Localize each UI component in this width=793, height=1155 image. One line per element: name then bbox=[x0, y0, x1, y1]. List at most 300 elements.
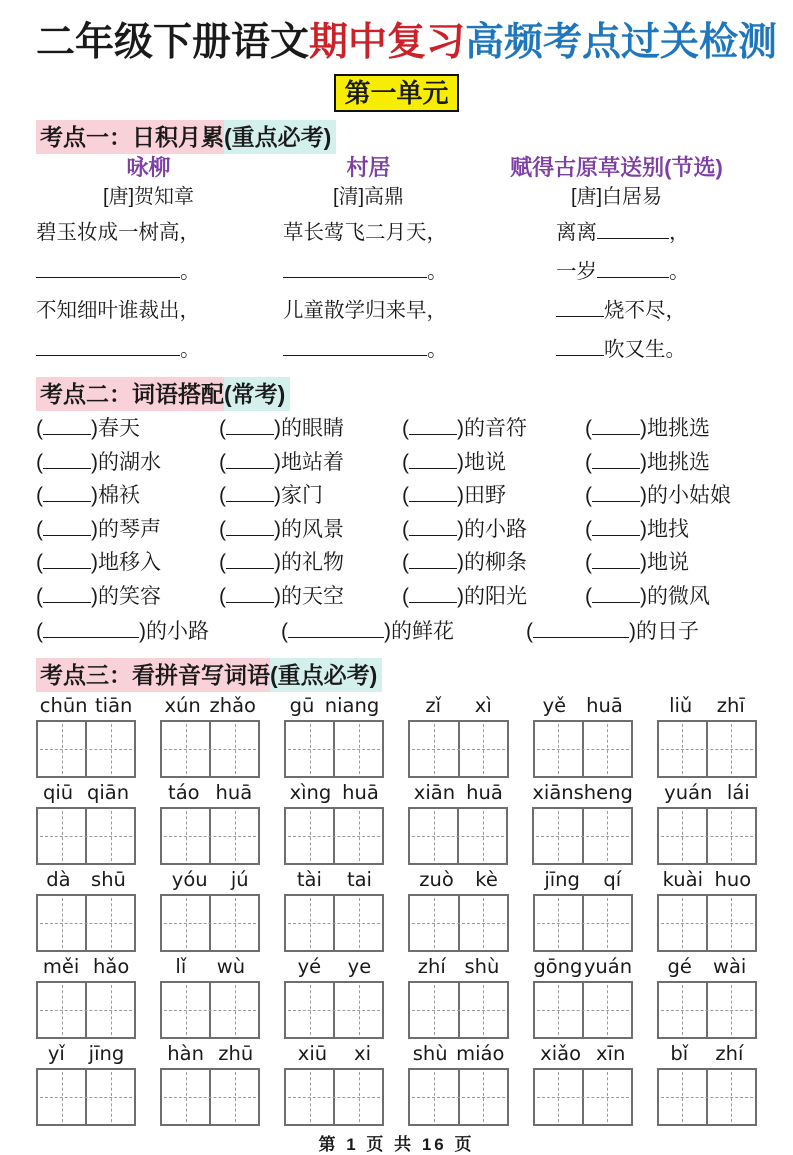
writing-grid-cell bbox=[333, 809, 382, 863]
writing-grid bbox=[408, 807, 508, 865]
pinyin-syllable: ye bbox=[347, 955, 372, 978]
pinyin-syllable: xìng bbox=[289, 781, 332, 804]
pinyin-label bbox=[532, 781, 633, 805]
writing-grid-cell bbox=[582, 1070, 631, 1124]
poem-line: 吹又生。 bbox=[476, 330, 757, 369]
writing-grid-cell bbox=[85, 896, 134, 950]
pinyin-syllable: kuài bbox=[662, 868, 704, 891]
blank-line bbox=[409, 434, 457, 435]
writing-grid bbox=[657, 807, 757, 865]
poem-author: [唐]贺知章 bbox=[102, 186, 195, 208]
writing-grid-cell bbox=[582, 722, 631, 776]
pinyin-label bbox=[408, 781, 508, 805]
pinyin-label bbox=[284, 955, 384, 979]
word-blank-item: ( )的柳条 bbox=[402, 551, 527, 574]
writing-grid bbox=[408, 894, 508, 952]
pinyin-syllable: jú bbox=[230, 868, 249, 891]
blank-line bbox=[43, 568, 91, 569]
writing-grid-cell bbox=[410, 722, 457, 776]
pinyin-syllable: yóu bbox=[171, 868, 208, 891]
pinyin-syllable: miáo bbox=[456, 1042, 505, 1065]
word-blank-item: ( )地找 bbox=[585, 517, 689, 541]
blank-line bbox=[283, 355, 427, 356]
poem-line: 。 bbox=[36, 252, 261, 291]
writing-grid-cell bbox=[458, 1070, 507, 1124]
pinyin-label bbox=[160, 955, 260, 979]
writing-grid-cell bbox=[706, 896, 755, 950]
pinyin-syllable: táo bbox=[168, 781, 200, 804]
writing-grid-cell bbox=[209, 722, 258, 776]
writing-grid bbox=[408, 720, 508, 778]
writing-grid bbox=[160, 720, 260, 778]
pinyin-syllable: lǐ bbox=[175, 955, 187, 978]
writing-grid-cell bbox=[659, 722, 706, 776]
writing-grid-cell bbox=[85, 983, 134, 1037]
writing-grid-cell bbox=[162, 896, 209, 950]
pinyin-word-unit bbox=[160, 868, 260, 952]
poem-author: [清]高鼎 bbox=[332, 186, 405, 208]
pinyin-word-unit bbox=[533, 868, 633, 952]
writing-grid-cell bbox=[410, 983, 457, 1037]
writing-grid-cell bbox=[286, 983, 333, 1037]
pinyin-word-unit bbox=[36, 1042, 136, 1126]
writing-grid-cell bbox=[162, 1070, 209, 1124]
pinyin-syllable: huā bbox=[342, 781, 379, 804]
writing-grid-cell bbox=[582, 809, 631, 863]
blank-line bbox=[592, 535, 640, 536]
writing-grid-cell bbox=[333, 1070, 382, 1124]
pinyin-syllable: qiū bbox=[42, 781, 74, 804]
pinyin-syllable: huā bbox=[586, 694, 623, 717]
writing-grid-cell bbox=[38, 983, 85, 1037]
pinyin-label bbox=[284, 781, 384, 805]
pinyin-syllable: xiǎo bbox=[540, 1042, 581, 1065]
pinyin-syllable: yě bbox=[542, 694, 567, 717]
section3-heading-main: 考点三：看拼音写词语 bbox=[36, 658, 270, 692]
writing-grid-cell bbox=[659, 809, 706, 863]
pinyin-syllable: xì bbox=[474, 694, 492, 717]
blank-line bbox=[43, 602, 91, 603]
pinyin-label bbox=[533, 694, 633, 718]
pinyin-word-unit bbox=[533, 955, 633, 1039]
writing-grid-cell bbox=[209, 1070, 258, 1124]
writing-grid-cell bbox=[162, 983, 209, 1037]
pinyin-label bbox=[408, 955, 508, 979]
writing-grid bbox=[533, 1068, 633, 1126]
blank-line bbox=[43, 637, 139, 638]
writing-grid bbox=[657, 981, 757, 1039]
writing-grid-cell bbox=[535, 896, 582, 950]
section3-heading-tag: (重点必考) bbox=[270, 658, 382, 692]
pinyin-writing-section bbox=[36, 694, 757, 1126]
pinyin-syllable: chūn bbox=[39, 694, 88, 717]
poem-column bbox=[36, 155, 261, 369]
pinyin-syllable: zhí bbox=[417, 955, 446, 978]
pinyin-syllable: xi bbox=[354, 1042, 371, 1065]
writing-grid bbox=[36, 981, 136, 1039]
pinyin-word-unit bbox=[408, 1042, 508, 1126]
pinyin-word-unit bbox=[657, 1042, 757, 1126]
poem-line: 不知细叶谁裁出， bbox=[36, 299, 200, 322]
poem-title: 咏柳 bbox=[126, 155, 171, 180]
pinyin-row bbox=[36, 955, 757, 1039]
writing-grid-cell bbox=[286, 809, 333, 863]
pinyin-syllable: gū bbox=[289, 694, 315, 717]
blank-line bbox=[43, 501, 91, 502]
word-blank-item: ( )的小路 bbox=[402, 517, 527, 541]
word-blank-item: ( )的湖水 bbox=[36, 450, 161, 474]
unit-badge: 第一单元 bbox=[334, 74, 458, 112]
writing-grid-cell bbox=[458, 896, 507, 950]
pinyin-syllable: yé bbox=[297, 955, 322, 978]
blank-line bbox=[409, 535, 457, 536]
poem-line: 烧不尽， bbox=[476, 291, 757, 330]
pinyin-syllable: tài bbox=[296, 868, 322, 891]
pinyin-syllable: niang bbox=[324, 694, 380, 717]
writing-grid-cell bbox=[535, 1070, 582, 1124]
pinyin-syllable: qiān bbox=[87, 781, 130, 804]
blank-line bbox=[592, 468, 640, 469]
writing-grid-cell bbox=[333, 983, 382, 1037]
writing-grid bbox=[160, 981, 260, 1039]
writing-grid-cell bbox=[659, 1070, 706, 1124]
writing-grid-cell bbox=[659, 983, 706, 1037]
writing-grid bbox=[160, 894, 260, 952]
pinyin-word-unit bbox=[36, 694, 136, 778]
blank-line bbox=[409, 468, 457, 469]
writing-grid-cell bbox=[534, 809, 581, 863]
pinyin-word-unit bbox=[533, 694, 633, 778]
pinyin-label bbox=[533, 868, 633, 892]
blank-line bbox=[592, 501, 640, 502]
word-blank-item: ( )春天 bbox=[36, 417, 140, 440]
pinyin-syllable: tiān bbox=[95, 694, 133, 717]
writing-grid-cell bbox=[38, 896, 85, 950]
blank-line bbox=[556, 355, 604, 356]
pinyin-label bbox=[36, 781, 136, 805]
writing-grid-cell bbox=[286, 896, 333, 950]
blank-line bbox=[592, 602, 640, 603]
blank-line bbox=[36, 355, 180, 356]
pinyin-label bbox=[160, 1042, 260, 1066]
writing-grid-cell bbox=[209, 983, 258, 1037]
writing-grid-cell bbox=[286, 722, 333, 776]
pinyin-word-unit bbox=[36, 955, 136, 1039]
section1-heading-main: 考点一：日积月累 bbox=[36, 120, 224, 154]
pinyin-label bbox=[408, 1042, 508, 1066]
pinyin-label bbox=[36, 694, 136, 718]
word-blank-item: ( )地说 bbox=[585, 551, 689, 574]
writing-grid bbox=[284, 807, 384, 865]
pinyin-syllable: bǐ bbox=[670, 1042, 689, 1065]
writing-grid-cell bbox=[410, 896, 457, 950]
pinyin-syllable: huā bbox=[466, 781, 503, 804]
pinyin-syllable: xiān bbox=[532, 781, 574, 804]
pinyin-syllable: zǐ bbox=[425, 694, 442, 717]
page-title bbox=[36, 20, 778, 66]
pinyin-word-unit bbox=[408, 868, 508, 952]
section2-heading bbox=[36, 378, 757, 410]
pinyin-word-unit bbox=[657, 868, 757, 952]
word-blank-item: ( )的风景 bbox=[219, 517, 344, 541]
page-number-footer: 第 1 页 共 16 页 bbox=[318, 1135, 475, 1154]
blank-line bbox=[533, 637, 629, 638]
word-blank-item: ( )地移入 bbox=[36, 551, 161, 574]
writing-grid-cell bbox=[38, 1070, 85, 1124]
writing-grid bbox=[284, 981, 384, 1039]
pinyin-word-unit bbox=[36, 781, 136, 865]
pinyin-syllable: xīn bbox=[596, 1042, 626, 1065]
title-part-black: 二年级下册语文 bbox=[36, 21, 310, 64]
pinyin-syllable: huo bbox=[714, 868, 752, 891]
pinyin-syllable: zhí bbox=[715, 1042, 744, 1065]
writing-grid-cell bbox=[286, 1070, 333, 1124]
pinyin-syllable: tai bbox=[346, 868, 372, 891]
pinyin-label bbox=[408, 868, 508, 892]
pinyin-word-unit bbox=[160, 955, 260, 1039]
pinyin-word-unit bbox=[284, 955, 384, 1039]
pinyin-syllable: gé bbox=[667, 955, 692, 978]
section1-heading bbox=[36, 121, 757, 153]
title-part-red: 期中复习 bbox=[309, 21, 466, 64]
writing-grid bbox=[284, 1068, 384, 1126]
writing-grid bbox=[284, 894, 384, 952]
writing-grid bbox=[408, 1068, 508, 1126]
writing-grid bbox=[36, 720, 136, 778]
blank-line bbox=[556, 316, 604, 317]
writing-grid-cell bbox=[38, 809, 85, 863]
pinyin-label bbox=[657, 1042, 757, 1066]
writing-grid-cell bbox=[333, 896, 382, 950]
pinyin-word-unit bbox=[408, 781, 508, 865]
section1-heading-tag: (重点必考) bbox=[224, 120, 336, 154]
word-blank-item: ( )的小姑娘 bbox=[585, 484, 731, 507]
word-matching-wide-row bbox=[36, 613, 757, 650]
writing-grid-cell bbox=[582, 896, 631, 950]
writing-grid-cell bbox=[706, 722, 755, 776]
unit-badge-row bbox=[36, 74, 757, 112]
writing-grid-cell bbox=[162, 809, 209, 863]
writing-grid bbox=[657, 720, 757, 778]
pinyin-word-unit bbox=[533, 1042, 633, 1126]
pinyin-syllable: xiū bbox=[297, 1042, 328, 1065]
pinyin-word-unit bbox=[408, 694, 508, 778]
pinyin-syllable: wài bbox=[713, 955, 747, 978]
pinyin-word-unit bbox=[284, 1042, 384, 1126]
pinyin-syllable: shù bbox=[464, 955, 500, 978]
writing-grid bbox=[533, 894, 633, 952]
blank-line bbox=[226, 568, 274, 569]
pinyin-label bbox=[657, 955, 757, 979]
pinyin-syllable: hǎo bbox=[93, 955, 130, 978]
word-blank-item: ( )地挑选 bbox=[585, 450, 710, 474]
pinyin-word-unit bbox=[160, 1042, 260, 1126]
writing-grid bbox=[408, 981, 508, 1039]
writing-grid bbox=[160, 1068, 260, 1126]
writing-grid-cell bbox=[38, 722, 85, 776]
word-blank-item-wide: ( )的小路 bbox=[36, 620, 209, 643]
writing-grid bbox=[532, 807, 633, 865]
blank-line bbox=[226, 602, 274, 603]
writing-grid bbox=[533, 981, 633, 1039]
pinyin-label bbox=[36, 1042, 136, 1066]
word-blank-item: ( )家门 bbox=[219, 484, 323, 507]
pinyin-label bbox=[160, 781, 260, 805]
pinyin-word-unit bbox=[36, 868, 136, 952]
writing-grid-cell bbox=[457, 809, 506, 863]
word-blank-item: ( )的阳光 bbox=[402, 584, 527, 608]
blank-line bbox=[288, 637, 384, 638]
writing-grid bbox=[657, 894, 757, 952]
word-blank-item: ( )地说 bbox=[402, 450, 506, 474]
pinyin-word-unit bbox=[160, 694, 260, 778]
pinyin-row bbox=[36, 694, 757, 778]
poem-line: 一岁 。 bbox=[556, 260, 690, 283]
pinyin-label bbox=[408, 694, 508, 718]
pinyin-syllable: gōng bbox=[533, 955, 583, 978]
writing-grid-cell bbox=[659, 896, 706, 950]
blank-line bbox=[597, 238, 669, 239]
writing-grid-cell bbox=[706, 809, 755, 863]
blank-line bbox=[43, 468, 91, 469]
poem-column bbox=[476, 155, 757, 369]
pinyin-row bbox=[36, 868, 757, 952]
blank-line bbox=[283, 277, 427, 278]
pinyin-word-unit bbox=[657, 694, 757, 778]
writing-grid-cell bbox=[706, 983, 755, 1037]
pinyin-word-unit bbox=[532, 781, 633, 865]
blank-line bbox=[409, 501, 457, 502]
blank-line bbox=[43, 434, 91, 435]
poem-line: 。 bbox=[36, 330, 261, 369]
writing-grid-cell bbox=[85, 722, 134, 776]
word-blank-item: ( )的天空 bbox=[219, 584, 344, 608]
pinyin-syllable: zhī bbox=[716, 694, 745, 717]
section2-heading-main: 考点二：词语搭配 bbox=[36, 377, 224, 411]
blank-line bbox=[409, 568, 457, 569]
word-blank-item: ( )的微风 bbox=[585, 584, 710, 608]
pinyin-label bbox=[284, 694, 384, 718]
pinyin-syllable: xún bbox=[164, 694, 201, 717]
writing-grid-cell bbox=[85, 1070, 134, 1124]
poem-line: 儿童散学归来早， bbox=[283, 299, 447, 322]
word-blank-item: ( )的眼睛 bbox=[219, 417, 344, 440]
blank-line bbox=[226, 535, 274, 536]
pinyin-syllable: jīng bbox=[544, 868, 580, 891]
poem-title: 赋得古原草送别(节选) bbox=[510, 155, 723, 180]
pinyin-syllable: wù bbox=[216, 955, 246, 978]
pinyin-syllable: hàn bbox=[167, 1042, 204, 1065]
blank-line bbox=[592, 434, 640, 435]
word-blank-item: ( )棉袄 bbox=[36, 484, 140, 507]
poem-line: 离离 ， bbox=[556, 221, 690, 244]
pinyin-word-unit bbox=[160, 781, 260, 865]
poem-line: 草长莺飞二月天， bbox=[283, 221, 447, 244]
writing-grid-cell bbox=[333, 722, 382, 776]
writing-grid-cell bbox=[85, 809, 134, 863]
writing-grid-cell bbox=[458, 722, 507, 776]
writing-grid-cell bbox=[582, 983, 631, 1037]
word-blank-item: ( )的笑容 bbox=[36, 584, 161, 608]
pinyin-row bbox=[36, 1042, 757, 1126]
writing-grid-cell bbox=[162, 722, 209, 776]
pinyin-label bbox=[160, 868, 260, 892]
word-blank-item: ( )地挑选 bbox=[585, 417, 710, 440]
writing-grid-cell bbox=[535, 983, 582, 1037]
word-blank-item: ( )田野 bbox=[402, 484, 506, 507]
poem-author: [唐]白居易 bbox=[570, 186, 663, 208]
writing-grid bbox=[533, 720, 633, 778]
pinyin-word-unit bbox=[284, 694, 384, 778]
pinyin-label bbox=[284, 868, 384, 892]
writing-grid bbox=[36, 807, 136, 865]
pinyin-word-unit bbox=[284, 868, 384, 952]
word-blank-item: ( )地站着 bbox=[219, 450, 344, 474]
writing-grid bbox=[657, 1068, 757, 1126]
pinyin-word-unit bbox=[657, 955, 757, 1039]
writing-grid-cell bbox=[410, 1070, 457, 1124]
pinyin-syllable: lái bbox=[726, 781, 750, 804]
pinyin-word-unit bbox=[284, 781, 384, 865]
pinyin-syllable: shù bbox=[412, 1042, 448, 1065]
pinyin-syllable: shū bbox=[91, 868, 126, 891]
poem-line: 碧玉妆成一树高， bbox=[36, 221, 200, 244]
pinyin-word-unit bbox=[408, 955, 508, 1039]
writing-grid-cell bbox=[209, 809, 258, 863]
word-blank-item-wide: ( )的鲜花 bbox=[281, 620, 454, 643]
pinyin-label bbox=[533, 955, 633, 979]
blank-line bbox=[226, 501, 274, 502]
pinyin-label bbox=[657, 868, 757, 892]
pinyin-syllable: měi bbox=[42, 955, 80, 978]
writing-grid bbox=[36, 894, 136, 952]
pinyin-syllable: xiān bbox=[413, 781, 456, 804]
writing-grid-cell bbox=[706, 1070, 755, 1124]
writing-grid bbox=[36, 1068, 136, 1126]
poem-line: 。 bbox=[261, 330, 476, 369]
pinyin-syllable: huā bbox=[215, 781, 253, 804]
pinyin-row bbox=[36, 781, 757, 865]
pinyin-label bbox=[533, 1042, 633, 1066]
blank-line bbox=[409, 602, 457, 603]
pinyin-label bbox=[284, 1042, 384, 1066]
pinyin-label bbox=[657, 781, 757, 805]
poem-title: 村居 bbox=[346, 155, 391, 180]
pinyin-label bbox=[160, 694, 260, 718]
word-blank-item: ( )的礼物 bbox=[219, 551, 344, 574]
word-matching-grid bbox=[36, 412, 757, 613]
writing-grid bbox=[284, 720, 384, 778]
pinyin-label bbox=[657, 694, 757, 718]
section2-heading-tag: (常考) bbox=[224, 377, 290, 411]
pinyin-syllable: zhū bbox=[218, 1042, 254, 1065]
blank-line bbox=[36, 277, 180, 278]
pinyin-syllable: zuò bbox=[419, 868, 454, 891]
pinyin-label bbox=[36, 955, 136, 979]
worksheet-page bbox=[0, 20, 793, 1155]
blank-line bbox=[226, 468, 274, 469]
pinyin-syllable: yuán bbox=[664, 781, 713, 804]
word-blank-item: ( )的音符 bbox=[402, 417, 527, 440]
pinyin-syllable: zhǎo bbox=[209, 694, 256, 717]
writing-grid-cell bbox=[209, 896, 258, 950]
writing-grid-cell bbox=[410, 809, 457, 863]
pinyin-syllable: sheng bbox=[573, 781, 633, 804]
title-part-blue: 高频考点过关检测 bbox=[465, 21, 778, 64]
blank-line bbox=[226, 434, 274, 435]
pinyin-label bbox=[36, 868, 136, 892]
pinyin-syllable: qí bbox=[603, 868, 622, 891]
